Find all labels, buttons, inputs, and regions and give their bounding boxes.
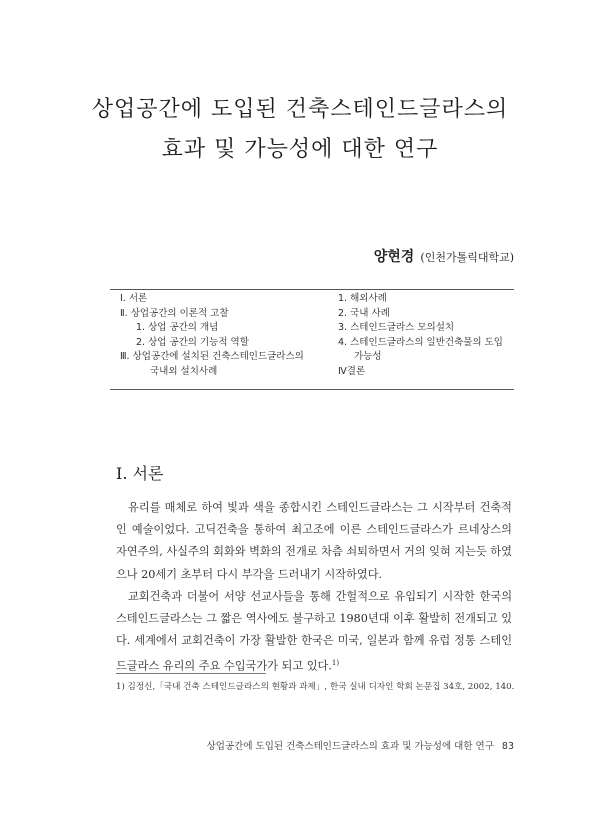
toc-bottom-rule xyxy=(110,389,514,390)
toc-item: 1. 상업 공간의 개념 xyxy=(136,322,219,334)
toc-item: 가능성 xyxy=(354,351,382,363)
running-footer xyxy=(207,738,514,752)
toc-item: 2. 상업 공간의 기능적 역할 xyxy=(136,336,249,348)
author-block xyxy=(374,246,514,266)
paper-title-line-2: 효과 및 가능성에 대한 연구 xyxy=(161,137,439,162)
section-heading: Ⅰ. 서론 xyxy=(116,464,164,483)
footnote-marker: 1) xyxy=(331,659,340,668)
toc-item: 2. 국내 사례 xyxy=(338,307,390,319)
toc-item: Ⅲ. 상업공간에 설치된 건축스테인드글라스의 xyxy=(120,351,304,363)
toc-top-rule xyxy=(110,289,514,290)
toc-item: 3. 스테인드글라스 모의설치 xyxy=(338,322,455,334)
body-paragraph xyxy=(116,586,512,679)
toc-item: 국내외 설치사례 xyxy=(150,365,218,377)
toc-left-column xyxy=(120,292,330,380)
paper-title-line-1: 상업공간에 도입된 건축스테인드글라스의 xyxy=(91,97,509,122)
toc-item: Ⅳ결론 xyxy=(338,365,366,377)
body-paragraph: 유리를 매체로 하여 빛과 색을 종합시킨 스테인드글라스는 그 시작부터 건축적인 예술이었다. 고딕건축을 통하여 최고조에 이른 스테인드글라스가 르네상스의 자연주의, 사실주의 회화와 벽화의 전개로 차츰 쇠퇴하면서 거의 잊혀 지는듯 하였으나 20세기 초부터 다시 부각을 드러내기 시작하였다. xyxy=(116,501,512,581)
toc-item: Ⅱ. 상업공간의 이론적 고찰 xyxy=(120,307,229,319)
body-text xyxy=(116,497,512,678)
running-title: 상업공간에 도입된 건축스테인드글라스의 효과 및 가능성에 대한 연구 xyxy=(206,741,494,752)
toc-item: Ⅰ. 서론 xyxy=(120,293,148,304)
toc-right-column xyxy=(338,292,528,380)
footnote: 1) 김정신,「국내 건축 스테인드글라스의 현황과 과제」, 한국 실내 디자인 학회 논문집 34호, 2002, 140. xyxy=(116,682,515,692)
page-number: 83 xyxy=(501,741,514,752)
toc-item: 1. 해외사례 xyxy=(338,293,387,304)
footnote-rule xyxy=(116,673,266,674)
author-name: 양현경 xyxy=(373,249,415,265)
body-paragraph-text: 교회건축과 더불어 서양 선교사들을 통해 간헐적으로 유입되기 시작한 한국의 스테인드글라스는 그 짧은 역사에도 불구하고 1980년대 이후 활발히 전개되고 있다. 세계에서 교회건축이 가장 활발한 한국은 미국, 일본과 함께 유럽 정통 스테인드글라스 유리의 주요 수입국가가 되고 있다. xyxy=(116,589,512,674)
author-affiliation: (인천가톨릭대학교) xyxy=(420,251,514,264)
toc-item: 4. 스테인드글라스의 일반건축물의 도입 xyxy=(338,336,503,348)
